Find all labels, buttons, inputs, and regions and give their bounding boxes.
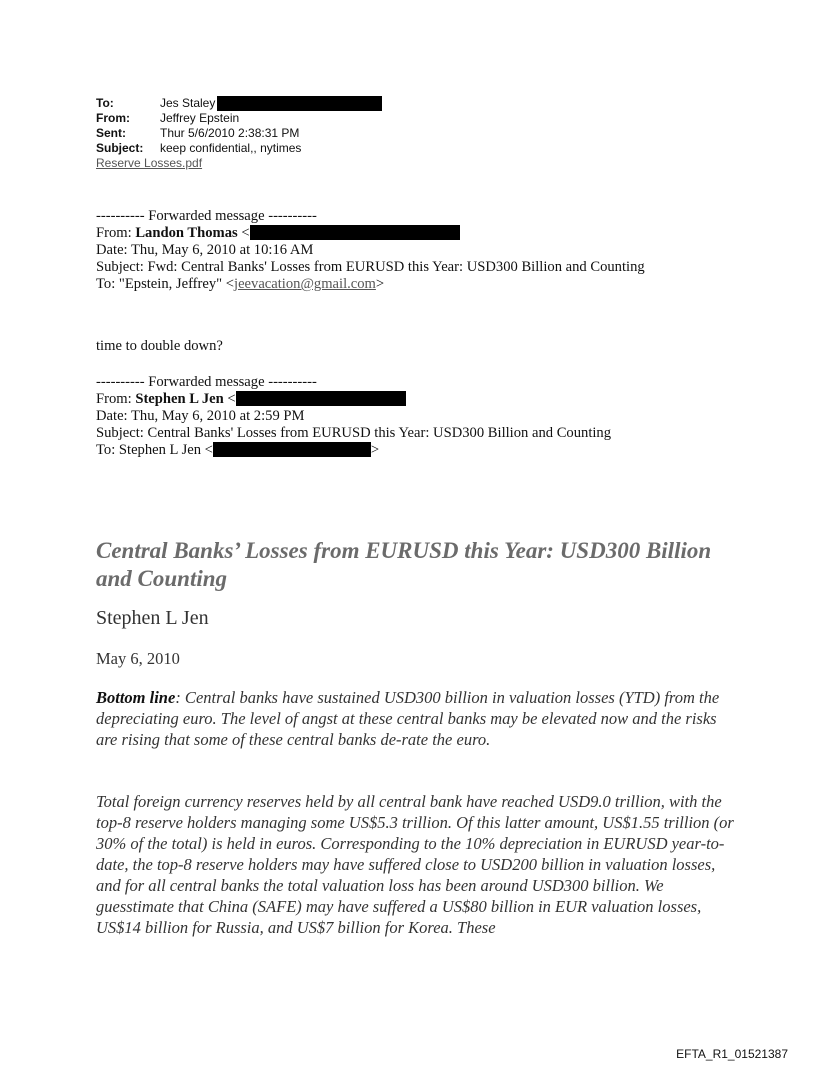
attachment-link[interactable]: Reserve Losses.pdf (96, 156, 203, 170)
forward-to: To: Stephen L Jen < > (96, 442, 380, 458)
redaction-bar (217, 96, 382, 111)
subject-label: Subject: (96, 141, 144, 155)
sent-label: Sent: (96, 126, 126, 140)
body-paragraph: Total foreign currency reserves held by all central bank have reached USD9.0 trillion, with the top-8 reserve holders managing some US$5.3 trillion. Of this latter amount, US$1.55 trillion (or 30% of the total) is held in euros. Corresponding to the 10% depreciation in EURUSD year-to-date, the top-8 reserve holders may have suffered close to USD200 billion in valuation losses, and for all central banks the total valuation loss has been around USD300 billion. We guesstimate that China (SAFE) may have suffered a US$80 billion in EUR valuation losses, US$14 billion for Russia, and US$7 billion for Korea. These (96, 792, 734, 937)
forward-separator: ---------- Forwarded message ---------- (96, 208, 317, 224)
note-text: time to double down? (96, 338, 223, 354)
redaction-bar (236, 391, 406, 406)
subject-row (96, 141, 382, 156)
forwarded-message-2 (96, 374, 611, 459)
from-label: From: (96, 111, 130, 125)
forward-from: From: Landon Thomas < (96, 225, 645, 242)
email-link[interactable]: jeevacation@gmail.com (234, 276, 376, 292)
forward-date: Date: Thu, May 6, 2010 at 10:16 AM (96, 242, 314, 258)
forward-to: To: "Epstein, Jeffrey" <jeevacation@gmail.com> (96, 276, 385, 292)
sent-row (96, 126, 382, 141)
sent-value: Thur 5/6/2010 2:38:31 PM (160, 126, 300, 140)
bottom-line-paragraph: Bottom line: Central banks have sustained USD300 billion in valuation losses (YTD) from the depreciating euro. The level of angst at these central banks may be elevated now and the risks are rising that some of these central banks de-rate the euro. (96, 688, 720, 749)
article-author: Stephen L Jen (96, 607, 209, 629)
from-row (96, 111, 382, 126)
forward-from: From: Stephen L Jen < (96, 391, 611, 408)
article-title: Central Banks’ Losses from EURUSD this Year: USD300 Billion and Counting (96, 538, 712, 591)
article-date: May 6, 2010 (96, 649, 180, 668)
redaction-bar (250, 225, 460, 240)
redaction-bar (213, 442, 371, 457)
forward-subject: Subject: Fwd: Central Banks' Losses from EURUSD this Year: USD300 Billion and Counting (96, 259, 645, 275)
sender-name: Stephen L Jen (135, 391, 224, 407)
forward-separator: ---------- Forwarded message ---------- (96, 374, 317, 390)
to-row (96, 96, 382, 111)
to-label: To: (96, 96, 114, 110)
bottom-line-label: Bottom line (96, 688, 176, 707)
forward-subject: Subject: Central Banks' Losses from EURUSD this Year: USD300 Billion and Counting (96, 425, 612, 441)
forward-date: Date: Thu, May 6, 2010 at 2:59 PM (96, 408, 305, 424)
sender-name: Landon Thomas (135, 225, 238, 241)
forwarded-message-1 (96, 208, 645, 293)
email-header (96, 96, 382, 171)
subject-value: keep confidential,, nytimes (160, 141, 302, 155)
document-id: EFTA_R1_01521387 (676, 1047, 788, 1061)
from-value: Jeffrey Epstein (160, 111, 240, 125)
to-value: Jes Staley (160, 96, 216, 110)
